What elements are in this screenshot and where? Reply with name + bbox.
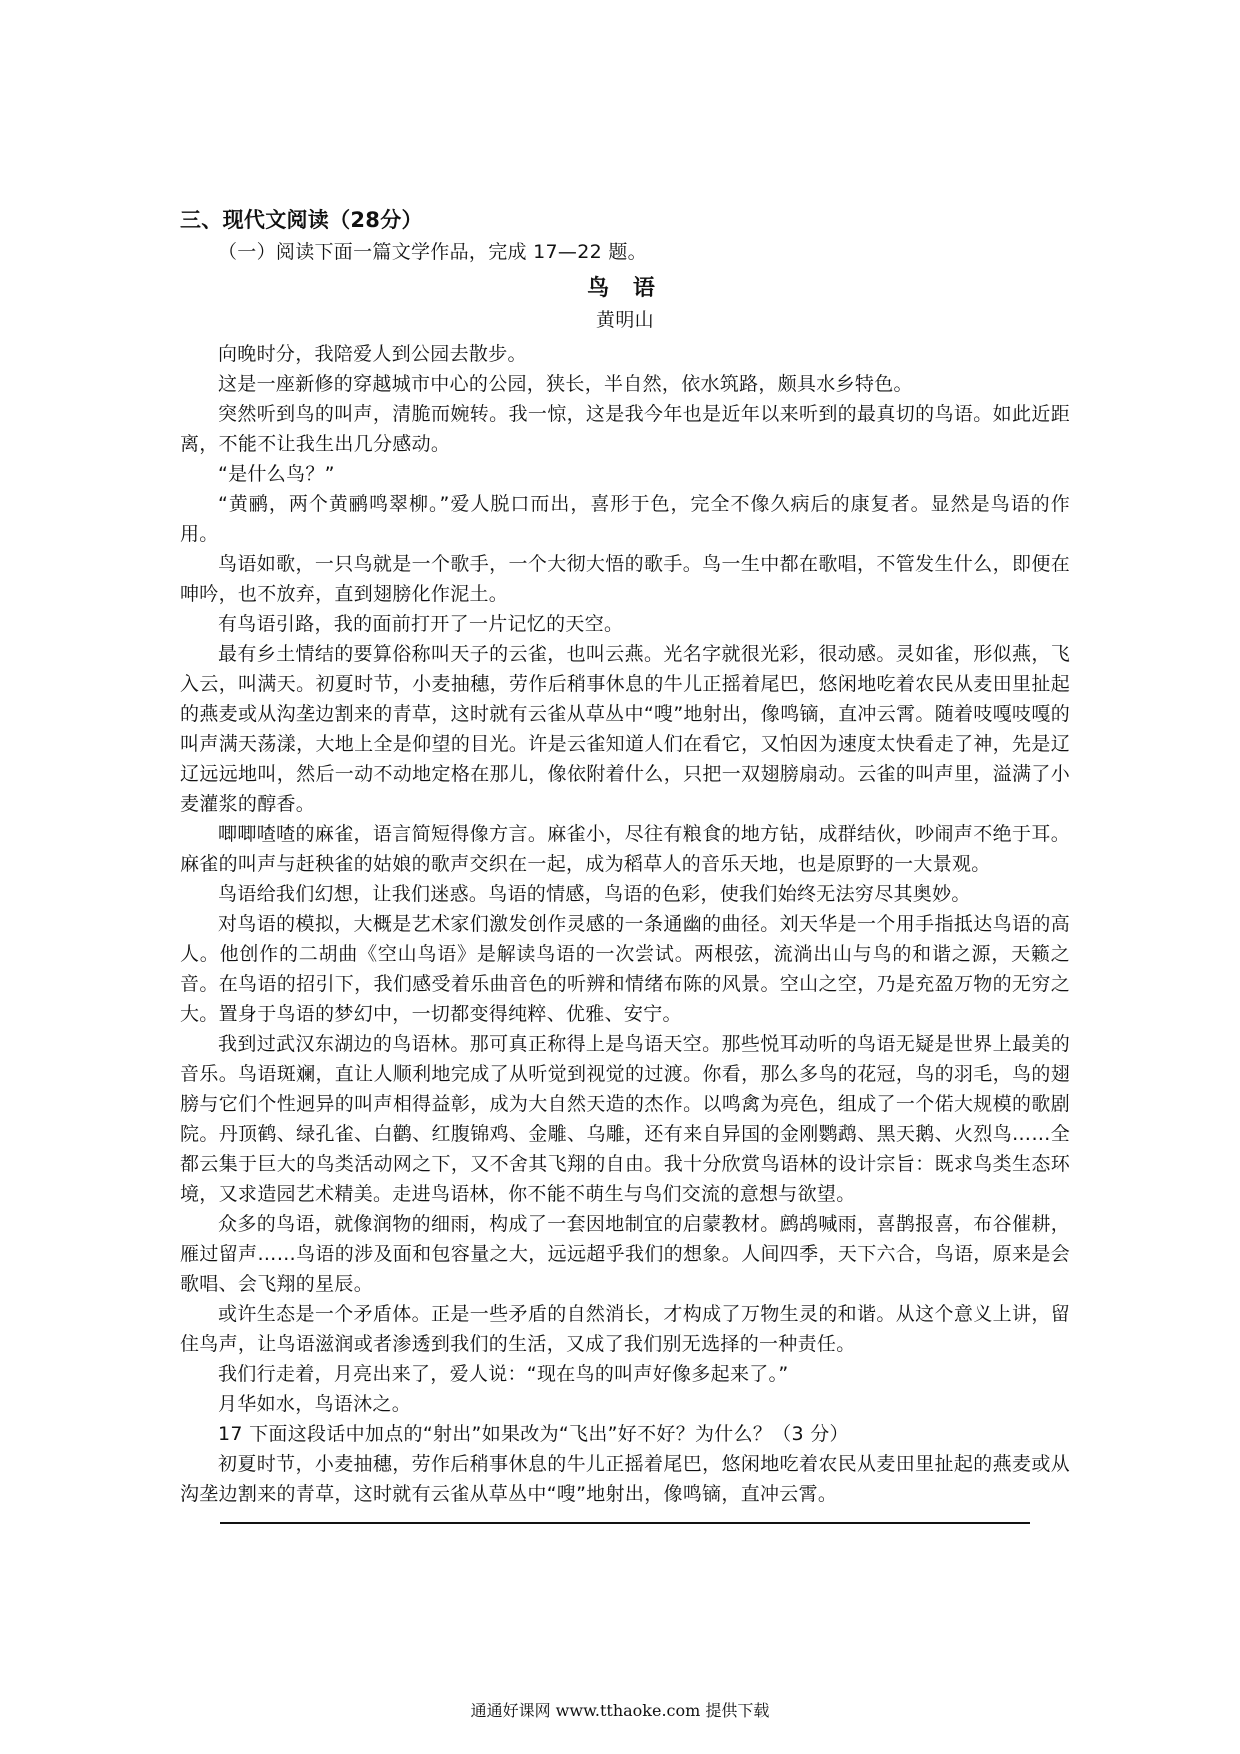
article-paragraph: 众多的鸟语，就像润物的细雨，构成了一套因地制宜的启蒙教材。鹧鸪喊雨，喜鹊报喜，布谷催耕，雁过留声……鸟语的涉及面和包容量之大，远远超乎我们的想象。人间四季，天下六合，鸟语，原来是会歌唱、会飞翔的星辰。 (180, 1213, 1070, 1295)
exam-page (180, 205, 1070, 1509)
article-paragraph: 突然听到鸟的叫声，清脆而婉转。我一惊，这是我今年也是近年以来听到的最真切的鸟语。如此近距离，不能不让我生出几分感动。 (180, 403, 1070, 455)
question-17-quote: 初夏时节，小麦抽穗，劳作后稍事休息的牛儿正摇着尾巴，悠闲地吃着农民从麦田里扯起的燕麦或从沟垄边割来的青草，这时就有云雀从草丛中“嗖”地射出，像鸣镝，直冲云霄。 (180, 1453, 1070, 1505)
reading-intro: （一）阅读下面一篇文学作品，完成 17—22 题。 (218, 241, 647, 263)
article-paragraph: 最有乡土情结的要算俗称叫天子的云雀，也叫云燕。光名字就很光彩，很动感。灵如雀，形似燕，飞入云，叫满天。初夏时节，小麦抽穗，劳作后稍事休息的牛儿正摇着尾巴，悠闲地吃着农民从麦田里扯起的燕麦或从沟垄边割来的青草，这时就有云雀从草丛中“嗖”地射出，像鸣镝，直冲云霄。随着吱嘎吱嘎的叫声满天荡漾，大地上全是仰望的目光。许是云雀知道人们在看它，又怕因为速度太快看走了神，先是辽辽远远地叫，然后一动不动地定格在那儿，像依附着什么，只把一双翅膀扇动。云雀的叫声里，溢满了小麦灌浆的醇香。 (180, 643, 1070, 815)
article-paragraph: 有鸟语引路，我的面前打开了一片记忆的天空。 (218, 613, 624, 635)
article-paragraph: 我到过武汉东湖边的鸟语林。那可真正称得上是鸟语天空。那些悦耳动听的鸟语无疑是世界上最美的音乐。鸟语斑斓，直让人顺利地完成了从听觉到视觉的过渡。你看，那么多鸟的花冠，鸟的羽毛，鸟的翅膀与它们个性迥异的叫声相得益彰，成为大自然天造的杰作。以鸣禽为亮色，组成了一个偌大规模的歌剧院。丹顶鹤、绿孔雀、白鹳、红腹锦鸡、金雕、乌雕，还有来自异国的金刚鹦鹉、黑天鹅、火烈鸟……全都云集于巨大的鸟类活动网之下，又不舍其飞翔的自由。我十分欣赏鸟语林的设计宗旨：既求鸟类生态环境，又求造园艺术精美。走进鸟语林，你不能不萌生与鸟们交流的意想与欲望。 (180, 1033, 1070, 1205)
article-paragraph: 月华如水，鸟语沐之。 (218, 1393, 412, 1415)
article-paragraph: 唧唧喳喳的麻雀，语言简短得像方言。麻雀小，尽往有粮食的地方钻，成群结伙，吵闹声不绝于耳。麻雀的叫声与赶秧雀的姑娘的歌声交织在一起，成为稻草人的音乐天地，也是原野的一大景观。 (180, 823, 1070, 875)
article-paragraph: 或许生态是一个矛盾体。正是一些矛盾的自然消长，才构成了万物生灵的和谐。从这个意义上讲，留住鸟声，让鸟语滋润或者渗透到我们的生活，又成了我们别无选择的一种责任。 (180, 1303, 1070, 1355)
article-paragraph: “是什么鸟？” (218, 463, 335, 485)
answer-line[interactable] (220, 1522, 1030, 1524)
question-17: 17 下面这段话中加点的“射出”如果改为“飞出”好不好？为什么？（3 分） (218, 1423, 849, 1445)
article-paragraph: 对鸟语的模拟，大概是艺术家们激发创作灵感的一条通幽的曲径。刘天华是一个用手指抵达鸟语的高人。他创作的二胡曲《空山鸟语》是解读鸟语的一次尝试。两根弦，流淌出山与鸟的和谐之源，天籁之音。在鸟语的招引下，我们感受着乐曲音色的听辨和情绪布陈的风景。空山之空，乃是充盈万物的无穷之大。置身于鸟语的梦幻中，一切都变得纯粹、优雅、安宁。 (180, 913, 1070, 1025)
article-author: 黄明山 (596, 309, 654, 331)
page-footer: 通通好课网 www.tthaoke.com 提供下载 (470, 1701, 770, 1720)
article-title: 鸟 语 (587, 276, 663, 301)
article-paragraph: “黄鹂，两个黄鹂鸣翠柳。”爱人脱口而出，喜形于色，完全不像久病后的康复者。显然是鸟语的作用。 (180, 493, 1070, 545)
article-paragraph: 鸟语如歌，一只鸟就是一个歌手，一个大彻大悟的歌手。鸟一生中都在歌唱，不管发生什么，即便在呻吟，也不放弃，直到翅膀化作泥土。 (180, 553, 1070, 605)
article-paragraph: 向晚时分，我陪爱人到公园去散步。 (218, 343, 527, 365)
article-paragraph: 我们行走着，月亮出来了，爱人说：“现在鸟的叫声好像多起来了。” (218, 1363, 789, 1385)
section-title: 三、现代文阅读（28分） (180, 208, 423, 232)
article-paragraph: 这是一座新修的穿越城市中心的公园，狭长，半自然，依水筑路，颇具水乡特色。 (218, 373, 913, 395)
article-paragraph: 鸟语给我们幻想，让我们迷惑。鸟语的情感，鸟语的色彩，使我们始终无法穷尽其奥妙。 (218, 883, 971, 905)
